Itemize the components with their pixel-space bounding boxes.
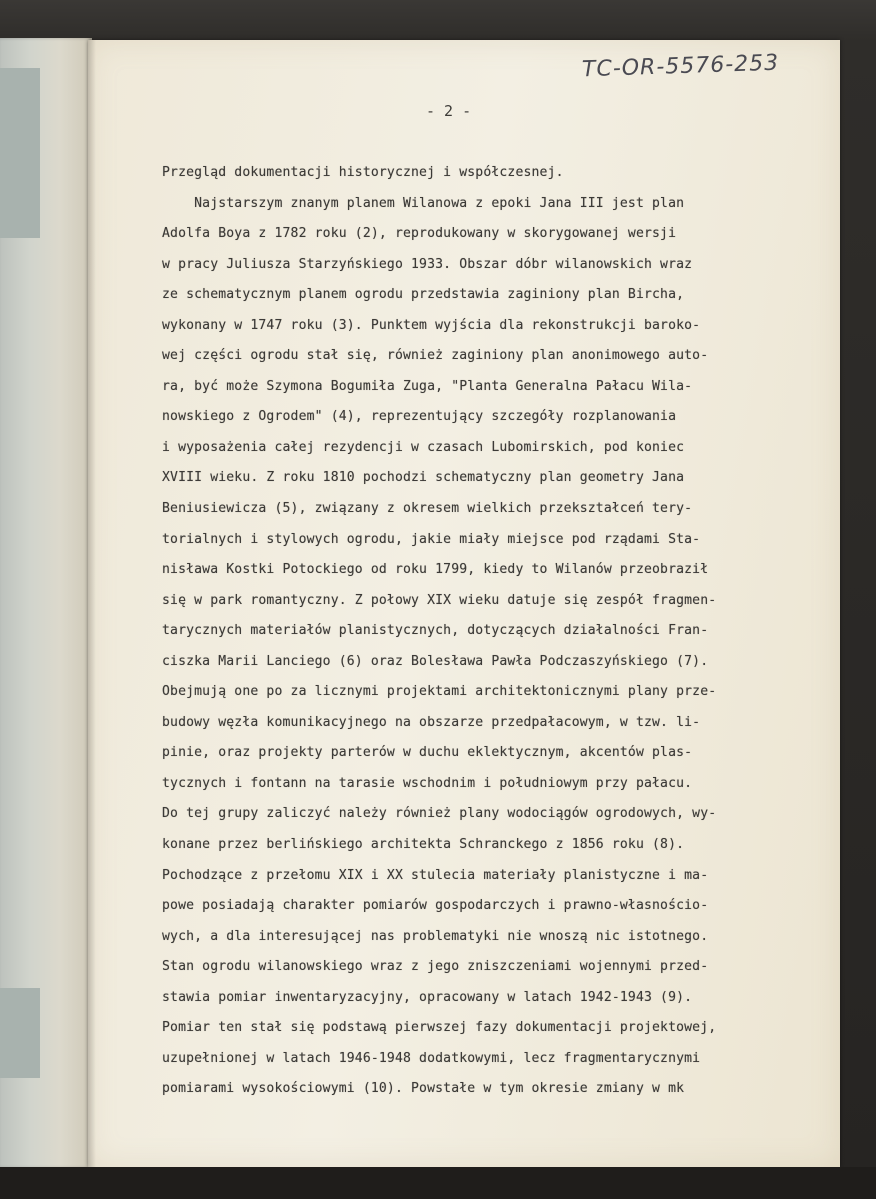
section-heading: Przegląd dokumentacji historycznej i współczesnej. bbox=[162, 165, 564, 180]
text-line: tarycznych materiałów planistycznych, dotyczących działalności Fran- bbox=[162, 623, 709, 639]
text-line: Pochodzące z przełomu XIX i XX stulecia materiały planistyczne i ma- bbox=[162, 867, 709, 883]
scan-background-edge bbox=[0, 1167, 876, 1199]
text-line: w pracy Juliusza Starzyńskiego 1933. Obszar dóbr wilanowskich wraz bbox=[162, 256, 693, 272]
underlying-page-edge bbox=[0, 38, 92, 1168]
binder-tab bbox=[0, 68, 40, 238]
text-line: pinie, oraz projekty parterów w duchu eklektycznym, akcentów plas- bbox=[162, 745, 693, 761]
text-line: powe posiadają charakter pomiarów gospodarczych i prawno-własnościo- bbox=[162, 898, 709, 914]
typed-text-body bbox=[162, 158, 832, 1105]
text-line: wykonany w 1747 roku (3). Punktem wyjścia dla rekonstrukcji baroko- bbox=[162, 317, 701, 333]
text-line: wych, a dla interesującej nas problematyki nie wnoszą nic istotnego. bbox=[162, 928, 709, 944]
text-line: nowskiego z Ogrodem" (4), reprezentujący szczegóły rozplanowania bbox=[162, 409, 677, 425]
text-line: torialnych i stylowych ogrodu, jakie miały miejsce pod rządami Sta- bbox=[162, 531, 701, 547]
text-line: ra, być może Szymona Bogumiła Zuga, "Planta Generalna Pałacu Wila- bbox=[162, 378, 693, 394]
text-line: i wyposażenia całej rezydencji w czasach Lubomirskich, pod koniec bbox=[162, 439, 685, 455]
text-line: Stan ogrodu wilanowskiego wraz z jego zniszczeniami wojennymi przed- bbox=[162, 959, 709, 975]
document-page bbox=[88, 40, 840, 1167]
text-line: Adolfa Boya z 1782 roku (2), reprodukowany w skorygowanej wersji bbox=[162, 226, 677, 242]
page-number: - 2 - bbox=[426, 102, 472, 120]
text-line: ciszka Marii Lanciego (6) oraz Bolesława Pawła Podczaszyńskiego (7). bbox=[162, 653, 709, 669]
text-line: się w park romantyczny. Z połowy XIX wieku datuje się zespół fragmen- bbox=[162, 592, 717, 608]
text-line: tycznych i fontann na tarasie wschodnim i południowym przy pałacu. bbox=[162, 775, 693, 791]
text-line: uzupełnionej w latach 1946-1948 dodatkowymi, lecz fragmentarycznymi bbox=[162, 1050, 701, 1066]
text-line: Najstarszym znanym planem Wilanowa z epoki Jana III jest plan bbox=[162, 195, 685, 211]
text-line: nisława Kostki Potockiego od roku 1799, kiedy to Wilanów przeobraził bbox=[162, 562, 709, 578]
text-line: Beniusiewicza (5), związany z okresem wielkich przekształceń tery- bbox=[162, 501, 693, 517]
text-line: budowy węzła komunikacyjnego na obszarze przedpałacowym, w tzw. li- bbox=[162, 714, 701, 730]
text-line: stawia pomiar inwentaryzacyjny, opracowany w latach 1942-1943 (9). bbox=[162, 989, 693, 1005]
text-line: Obejmują one po za licznymi projektami architektonicznymi plany prze- bbox=[162, 684, 717, 700]
text-line: Do tej grupy zaliczyć należy również plany wodociągów ogrodowych, wy- bbox=[162, 806, 717, 822]
text-line: wej części ogrodu stał się, również zaginiony plan anonimowego auto- bbox=[162, 348, 709, 364]
text-line: konane przez berlińskiego architekta Schranckego z 1856 roku (8). bbox=[162, 837, 685, 853]
text-line: XVIII wieku. Z roku 1810 pochodzi schematyczny plan geometry Jana bbox=[162, 470, 685, 486]
text-line: ze schematycznym planem ogrodu przedstawia zaginiony plan Bircha, bbox=[162, 287, 685, 303]
page-fold-shadow bbox=[88, 40, 96, 1167]
text-line: Pomiar ten stał się podstawą pierwszej fazy dokumentacji projektowej, bbox=[162, 1020, 717, 1036]
text-line: pomiarami wysokościowymi (10). Powstałe w tym okresie zmiany w mk bbox=[162, 1081, 685, 1097]
binder-tab bbox=[0, 988, 40, 1078]
archive-reference-handwritten: TC-OR-5576-253 bbox=[581, 50, 780, 83]
